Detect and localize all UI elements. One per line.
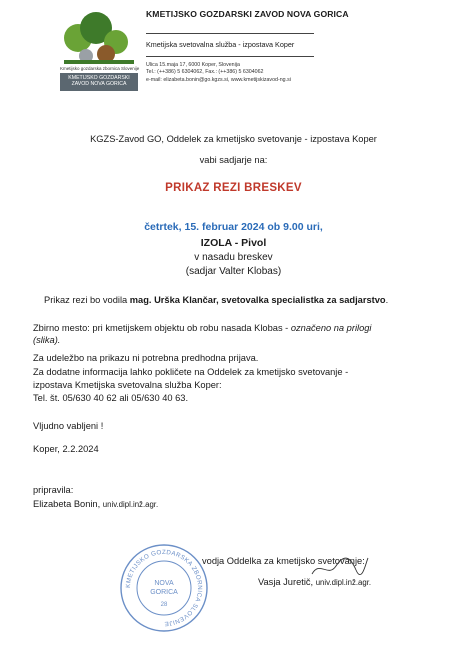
header-divider — [146, 33, 314, 34]
leader-suffix: . — [385, 295, 389, 305]
head-title: univ.dipl.inž.agr. — [315, 578, 372, 587]
event-host: (sadjar Valter Klobas) — [185, 266, 282, 277]
phone-numbers: Tel. št. 05/630 40 62 ali 05/630 40 63. — [33, 393, 189, 403]
meeting-prefix: Zbirno mesto: pri kmetijskem objektu ob robu nasada Klobas - — [33, 323, 291, 333]
stamp-ring-text: KMETIJSKO GOZDARSKA ZBORNICA SLOVENIJE — [124, 548, 204, 628]
logo-caption: Kmetijsko gozdarska zbornica Slovenije — [60, 66, 140, 71]
logo-tag: KMETIJSKO GOZDARSKI ZAVOD NOVA GORICA — [60, 73, 138, 91]
prepared-label: pripravila: — [33, 485, 74, 495]
official-stamp-icon — [118, 542, 210, 634]
leader-name: mag. Urška Klančar, svetovalka specialistka za sadjarstvo — [129, 295, 386, 305]
info-line-2: izpostava Kmetijska svetovalna služba Koper: — [33, 380, 222, 390]
closing: Vljudno vabljeni ! — [33, 421, 104, 431]
prepared-by — [33, 498, 158, 511]
info-line-1: Za dodatne informacija lahko pokličete na Oddelek za kmetijsko svetovanje - — [33, 367, 349, 377]
event-place-detail: v nasadu breskev — [194, 252, 273, 263]
invite-line: vabi sadjarje na: — [199, 155, 268, 165]
service-name: Kmetijska svetovalna služba - izpostava Koper — [146, 40, 295, 49]
leader-line — [44, 294, 388, 306]
meeting-attachment-note: označeno na prilogi — [290, 323, 372, 333]
intro-line: KGZS-Zavod GO, Oddelek za kmetijsko svetovanje - izpostava Koper — [90, 134, 377, 144]
leader-prefix: Prikaz rezi bo vodila — [44, 295, 130, 305]
no-registration: Za udeležbo na prikazu ni potrebna predhodna prijava. — [33, 353, 259, 363]
event-title: PRIKAZ REZI BRESKEV — [165, 182, 302, 194]
organization-name: KMETIJSKO GOZDARSKI ZAVOD NOVA GORICA — [146, 9, 349, 19]
stamp-center-1: NOVA — [154, 580, 174, 587]
head-name: Vasja Juretič, — [258, 577, 314, 587]
stamp-center-2: GORICA — [150, 589, 178, 596]
event-place: IZOLA - Pivol — [200, 237, 267, 249]
place-date: Koper, 2.2.2024 — [33, 444, 99, 454]
stamp-number: 28 — [160, 602, 168, 608]
head-label: vodja Oddelka za kmetijsko svetovanje: — [202, 556, 365, 566]
phone-fax: Tel.: (++386) 5 6304062, Fax.: (++386) 5 6304062 — [146, 69, 264, 75]
prepared-name: Elizabeta Bonin, — [33, 499, 101, 509]
email-web: e-mail: elizabeta.bonin@go.kgzs.si, www.kmetijskizavod-ng.si — [146, 77, 291, 83]
meeting-attachment-image: (slika). — [33, 335, 61, 345]
event-date: četrtek, 15. februar 2024 ob 9.00 uri, — [144, 221, 323, 233]
meeting-point-line — [33, 322, 372, 334]
signature-scribble-icon — [310, 552, 370, 582]
address: Ulica 15.maja 17, 6000 Koper, Slovenija — [146, 62, 240, 68]
header-divider-2 — [146, 56, 314, 57]
prepared-title: univ.dipl.inž.agr. — [102, 500, 159, 509]
